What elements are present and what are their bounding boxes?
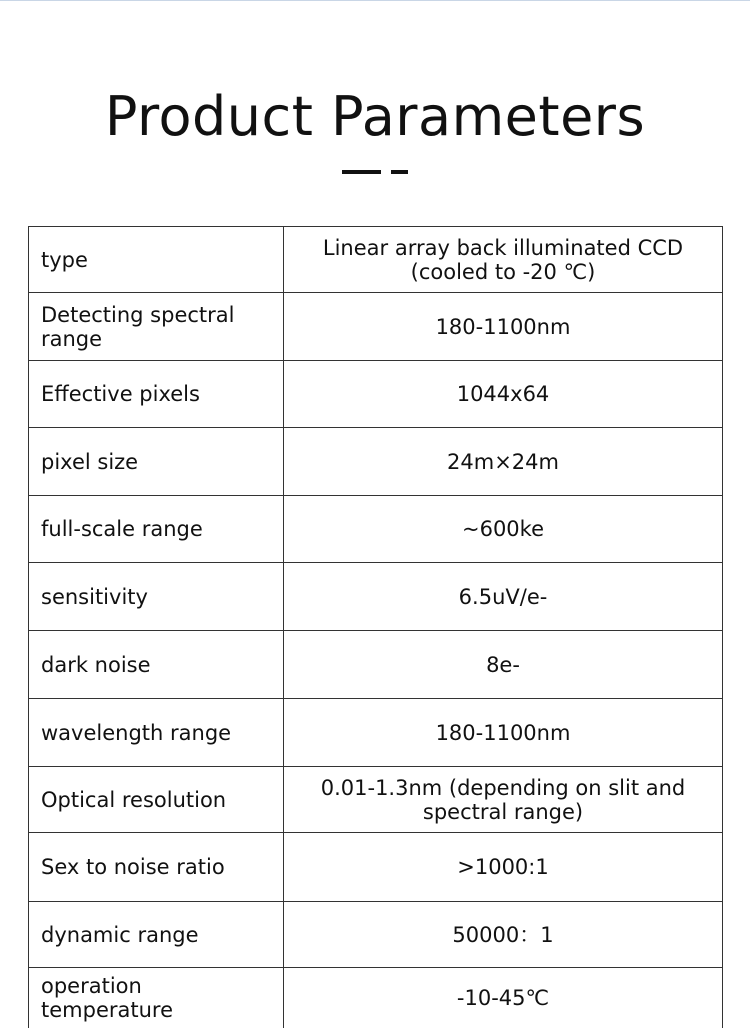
parameter-label: type — [29, 227, 284, 293]
table-row — [29, 902, 723, 968]
parameter-label: operation temperature — [29, 968, 284, 1028]
parameter-label: Optical resolution — [29, 767, 284, 833]
table-row — [29, 699, 723, 767]
parameter-label: dark noise — [29, 631, 284, 699]
parameter-label: Sex to noise ratio — [29, 833, 284, 902]
parameter-value: 6.5uV/e- — [284, 563, 723, 631]
parameter-label: full-scale range — [29, 496, 284, 563]
parameter-label: Detecting spectral range — [29, 293, 284, 361]
title-underline-short — [391, 170, 408, 174]
page-title: Product Parameters — [104, 85, 646, 148]
parameters-table — [28, 226, 723, 1028]
table-row — [29, 767, 723, 833]
parameter-label: wavelength range — [29, 699, 284, 767]
table-row — [29, 496, 723, 563]
parameter-value: 24m×24m — [284, 428, 723, 496]
table-row — [29, 293, 723, 361]
table-row — [29, 968, 723, 1028]
table-row — [29, 361, 723, 428]
parameter-label: sensitivity — [29, 563, 284, 631]
table-row — [29, 428, 723, 496]
parameter-label: pixel size — [29, 428, 284, 496]
parameter-value: -10-45℃ — [284, 968, 723, 1028]
parameter-value: ~600ke — [284, 496, 723, 563]
parameter-value: 0.01-1.3nm (depending on slit and spectral range) — [284, 767, 723, 833]
parameter-label: Effective pixels — [29, 361, 284, 428]
parameter-value: >1000:1 — [284, 833, 723, 902]
parameter-value: 1044x64 — [284, 361, 723, 428]
parameter-value: 180-1100nm — [284, 293, 723, 361]
table-row — [29, 227, 723, 293]
parameter-value: 50000：1 — [284, 902, 723, 968]
title-underline-long — [342, 170, 381, 174]
parameter-value: 8e- — [284, 631, 723, 699]
top-divider — [0, 0, 750, 1]
table-row — [29, 563, 723, 631]
table-row — [29, 833, 723, 902]
parameter-value: Linear array back illuminated CCD (cooled to -20 ℃) — [284, 227, 723, 293]
parameter-label: dynamic range — [29, 902, 284, 968]
parameter-value: 180-1100nm — [284, 699, 723, 767]
table-row — [29, 631, 723, 699]
